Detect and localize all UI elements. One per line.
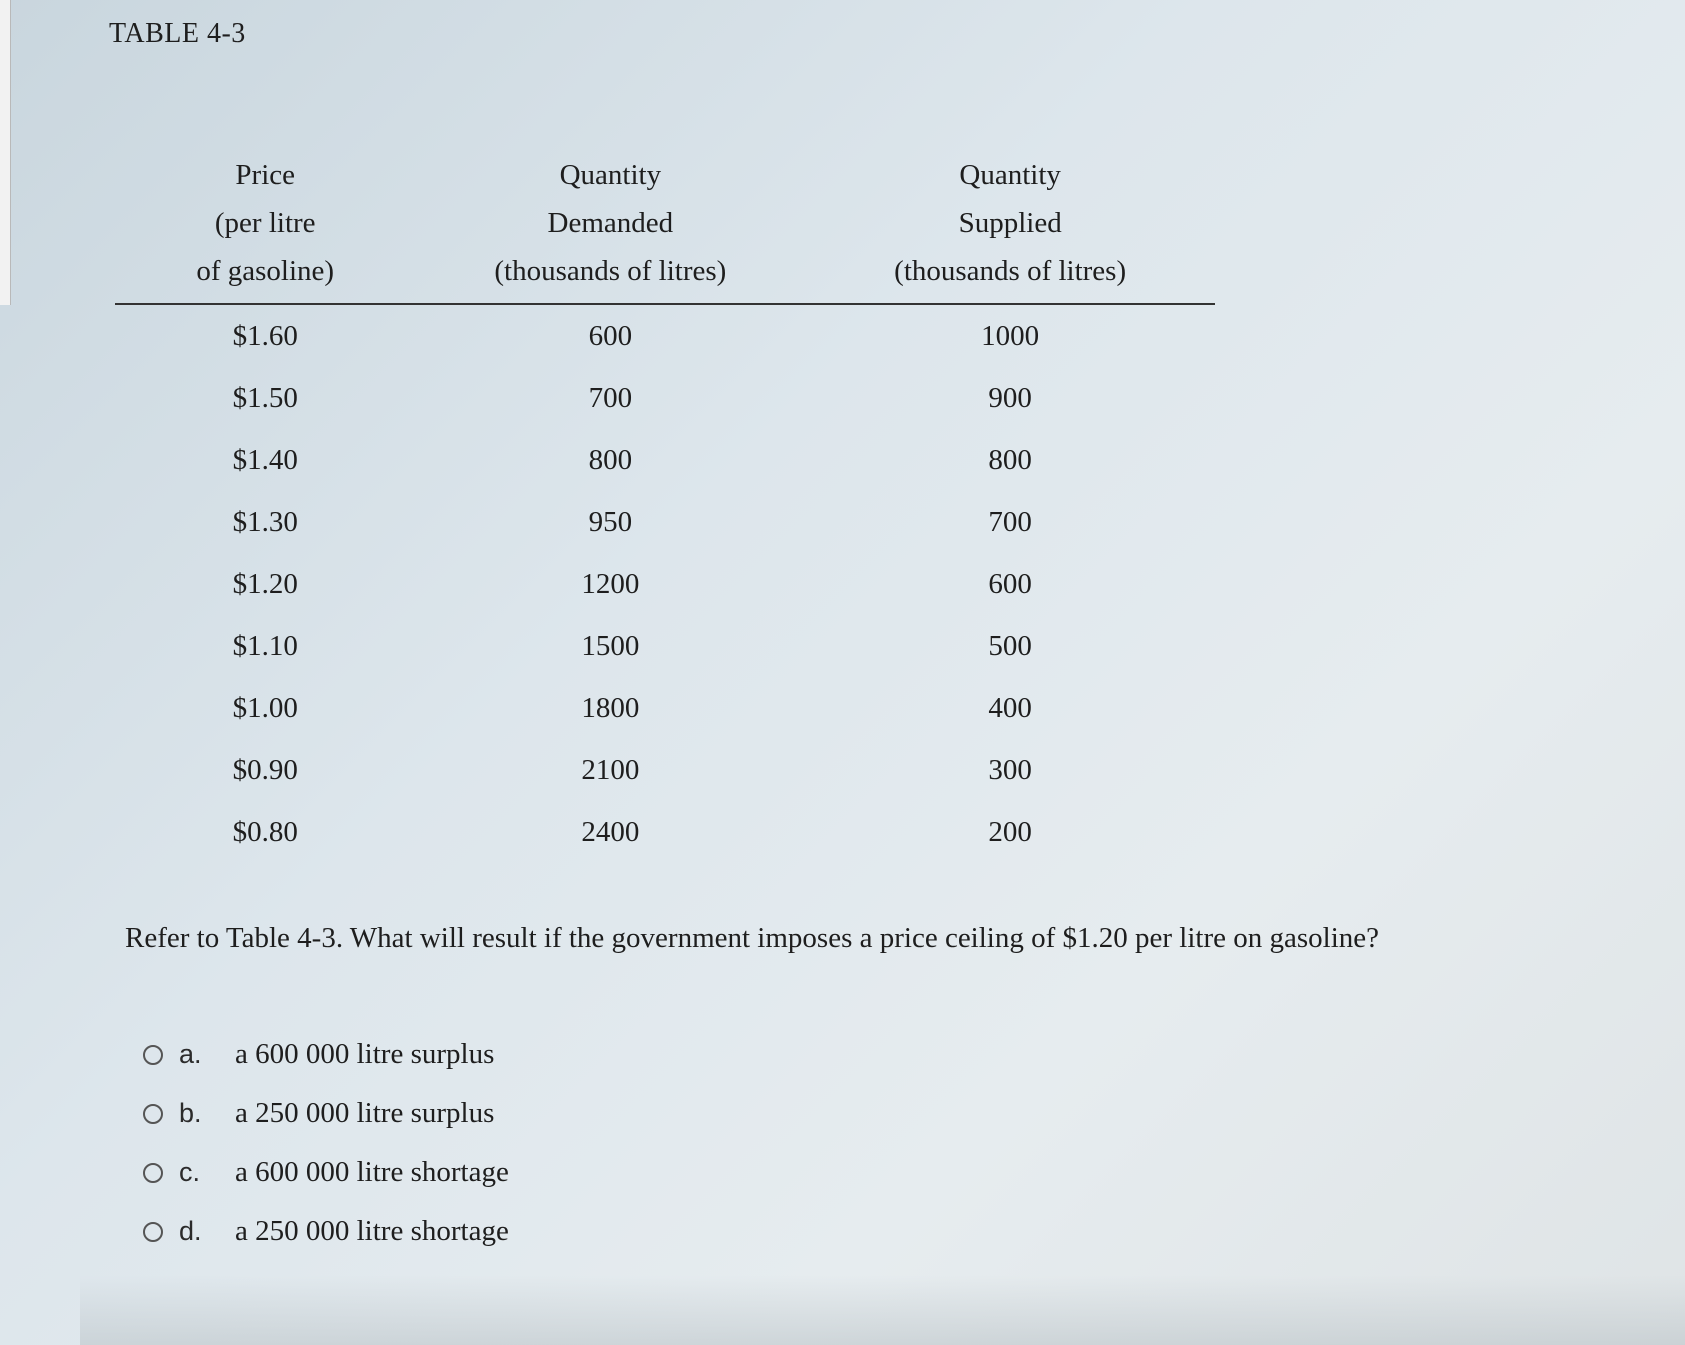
supply-demand-table	[115, 150, 1215, 863]
price-cell: $1.10	[232, 629, 298, 662]
option-letter: a.	[179, 1039, 202, 1069]
demanded-cell: 1500	[581, 629, 640, 662]
option-text: a 250 000 litre shortage	[235, 1215, 509, 1247]
demanded-cell: 950	[588, 505, 633, 538]
option-letter: b.	[179, 1098, 202, 1128]
price-cell: $1.40	[232, 443, 298, 476]
demanded-cell: 1800	[581, 691, 640, 724]
window-edge	[0, 0, 11, 305]
supplied-cell: 1000	[981, 319, 1040, 352]
demanded-cell: 2400	[581, 815, 640, 848]
supplied-cell: 600	[988, 567, 1032, 600]
header-supplied-line-1: Quantity	[959, 159, 1061, 191]
table-row	[115, 615, 1215, 677]
price-cell: $1.00	[232, 691, 298, 724]
price-cell: $1.20	[232, 567, 298, 600]
option-text: a 600 000 litre surplus	[235, 1038, 495, 1070]
supplied-cell: 400	[988, 691, 1032, 724]
price-cell: $1.60	[232, 319, 298, 352]
table-row	[115, 367, 1215, 429]
price-cell: $0.80	[232, 815, 298, 848]
supplied-cell: 300	[988, 753, 1032, 786]
header-quantity-demanded	[415, 150, 805, 304]
supplied-cell: 500	[988, 629, 1032, 662]
option-text: a 600 000 litre shortage	[235, 1156, 509, 1188]
option-c[interactable]	[143, 1143, 509, 1202]
header-price	[115, 150, 415, 304]
radio-button-icon[interactable]	[143, 1104, 163, 1124]
header-demanded-line-2: Demanded	[547, 207, 674, 239]
table-row	[115, 677, 1215, 739]
header-demanded-line-1: Quantity	[559, 159, 662, 191]
table-row	[115, 739, 1215, 801]
header-supplied-line-2: Supplied	[958, 207, 1062, 239]
header-quantity-supplied	[805, 150, 1215, 304]
header-price-line-1: Price	[235, 159, 295, 191]
option-letter: c.	[179, 1157, 201, 1187]
table-row	[115, 304, 1215, 367]
demanded-cell: 700	[588, 381, 633, 414]
header-demanded-line-3: (thousands of litres)	[494, 255, 727, 287]
table-row	[115, 491, 1215, 553]
option-b[interactable]	[143, 1084, 509, 1143]
radio-button-icon[interactable]	[143, 1222, 163, 1242]
supplied-cell: 900	[988, 381, 1032, 414]
radio-button-icon[interactable]	[143, 1163, 163, 1183]
price-cell: $0.90	[232, 753, 298, 786]
demanded-cell: 800	[588, 443, 633, 476]
option-letter: d.	[179, 1216, 202, 1246]
header-price-line-2: (per litre	[214, 207, 316, 239]
table-title: TABLE 4-3	[109, 18, 246, 49]
price-cell: $1.50	[232, 381, 298, 414]
option-text: a 250 000 litre surplus	[235, 1097, 495, 1129]
table-row	[115, 801, 1215, 863]
page-shadow	[80, 1275, 1685, 1345]
header-supplied-line-3: (thousands of litres)	[894, 255, 1127, 287]
supplied-cell: 700	[988, 505, 1032, 538]
demanded-cell: 2100	[581, 753, 640, 786]
question-page	[95, 0, 1685, 1345]
table-row	[115, 553, 1215, 615]
radio-button-icon[interactable]	[143, 1045, 163, 1065]
demanded-cell: 1200	[581, 567, 640, 600]
answer-options	[143, 1025, 509, 1261]
question-text: Refer to Table 4-3. What will result if the government imposes a price ceiling of $1.20 per litre on gasoline?	[125, 922, 1380, 954]
table-row	[115, 429, 1215, 491]
price-cell: $1.30	[232, 505, 298, 538]
option-d[interactable]	[143, 1202, 509, 1261]
demanded-cell: 600	[588, 319, 633, 352]
option-a[interactable]	[143, 1025, 509, 1084]
header-price-line-3: of gasoline)	[196, 255, 335, 287]
supplied-cell: 200	[988, 815, 1032, 848]
table-header-row	[115, 150, 1215, 304]
supplied-cell: 800	[988, 443, 1032, 476]
